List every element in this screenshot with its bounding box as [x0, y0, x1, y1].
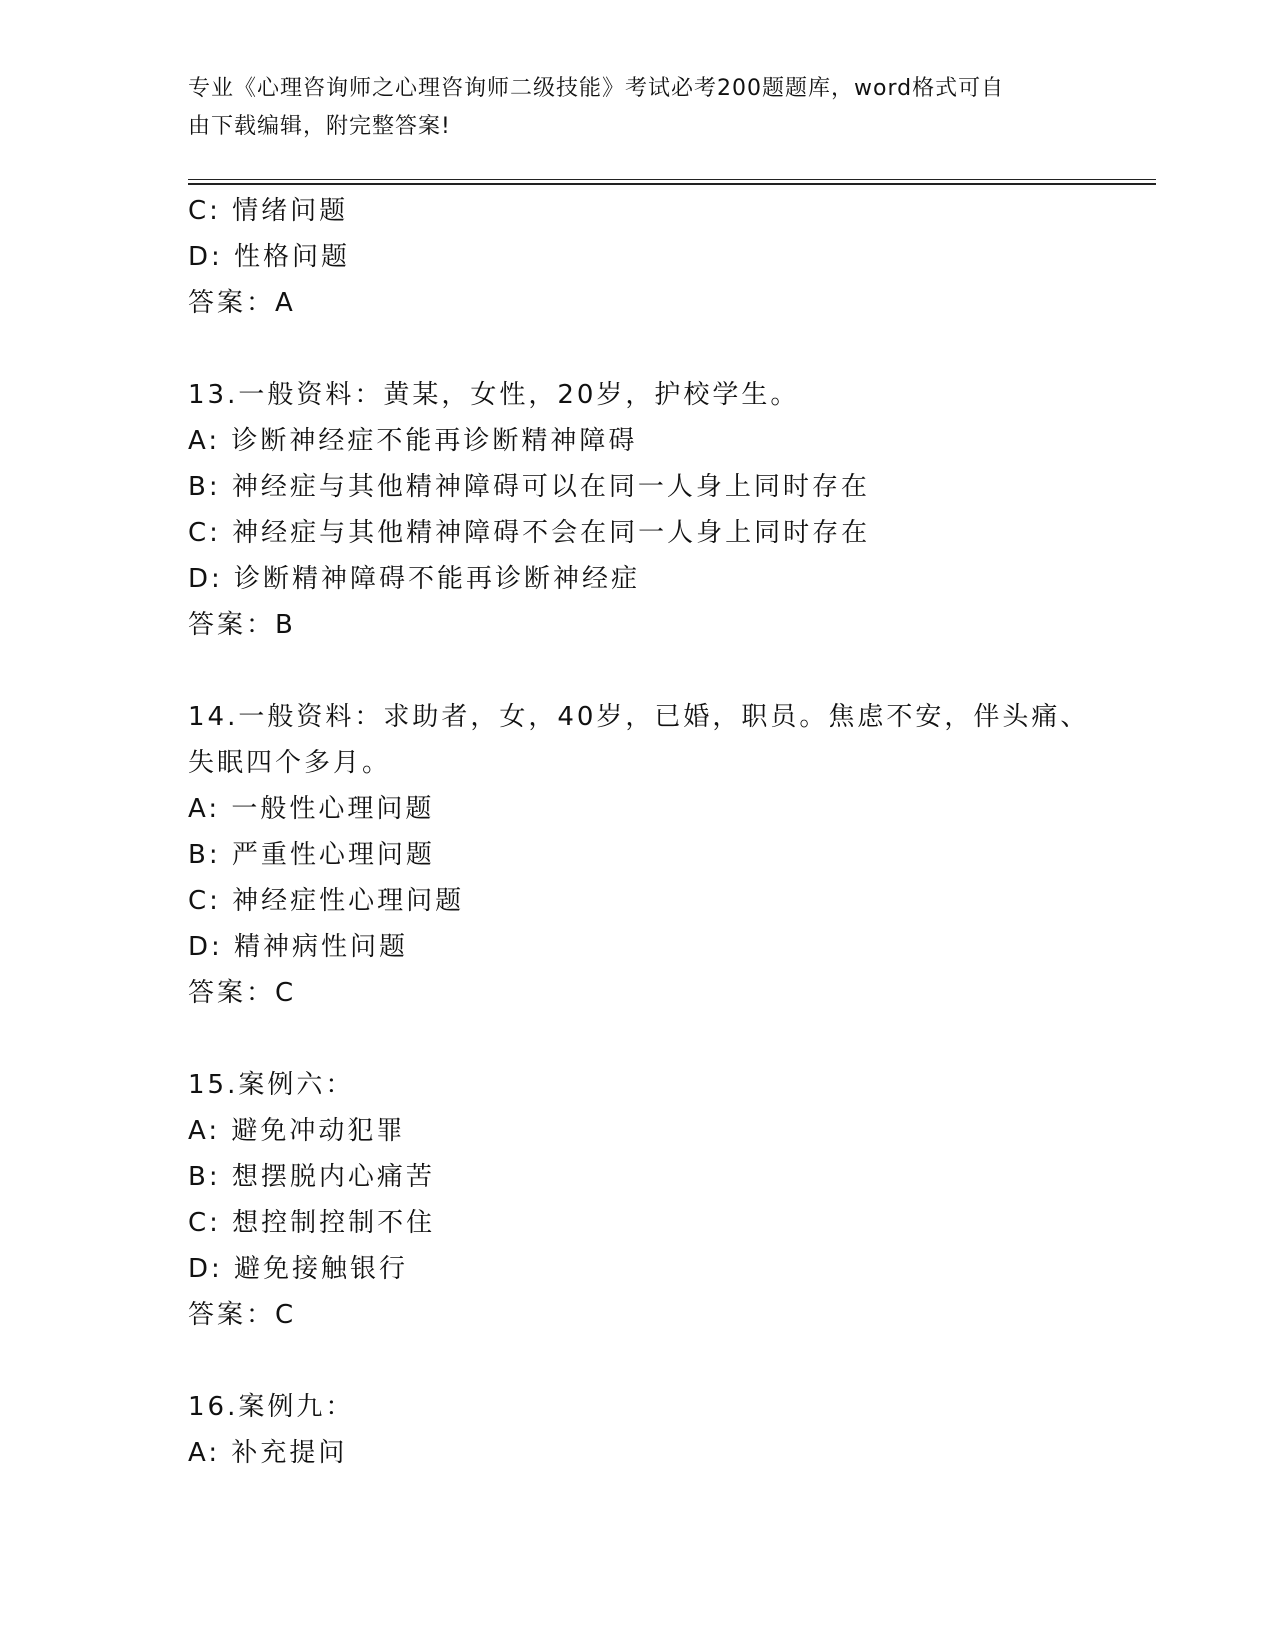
question-14-answer: 答案：C	[188, 978, 297, 1008]
question-13-answer: 答案：B	[188, 610, 296, 640]
header-divider-thick	[188, 183, 1156, 185]
question-content	[188, 188, 1088, 1476]
question-13-option-d: D: 诊断精神障碍不能再诊断神经症	[188, 564, 641, 594]
header-divider-thin	[188, 179, 1156, 180]
question-16-option-a: A: 补充提问	[188, 1438, 348, 1468]
option-d: D: 性格问题	[188, 242, 351, 272]
spacer	[188, 1338, 1088, 1384]
header-line-2: 由下载编辑，附完整答案!	[188, 114, 451, 139]
question-14-option-a: A: 一般性心理问题	[188, 794, 435, 824]
spacer	[188, 648, 1088, 694]
question-15-answer: 答案：C	[188, 1300, 297, 1330]
question-15-option-b: B: 想摆脱内心痛苦	[188, 1162, 435, 1192]
question-14-stem-line-1: 14.一般资料：求助者，女，40岁，已婚，职员。焦虑不安，伴头痛、	[188, 702, 1090, 732]
question-14-option-c: C: 神经症性心理问题	[188, 886, 465, 916]
question-14-option-d: D: 精神病性问题	[188, 932, 409, 962]
document-header	[188, 70, 1088, 146]
question-14-option-b: B: 严重性心理问题	[188, 840, 435, 870]
question-15-option-c: C: 想控制控制不住	[188, 1208, 436, 1238]
question-14-stem-line-2: 失眠四个多月。	[188, 748, 392, 778]
question-13-option-b: B: 神经症与其他精神障碍可以在同一人身上同时存在	[188, 472, 870, 502]
option-c: C: 情绪问题	[188, 196, 349, 226]
question-13-option-c: C: 神经症与其他精神障碍不会在同一人身上同时存在	[188, 518, 871, 548]
question-16-stem: 16.案例九：	[188, 1392, 355, 1422]
question-15-option-a: A: 避免冲动犯罪	[188, 1116, 406, 1146]
answer-line: 答案：A	[188, 288, 296, 318]
question-15-option-d: D: 避免接触银行	[188, 1254, 409, 1284]
header-line-1: 专业《心理咨询师之心理咨询师二级技能》考试必考200题题库，word格式可自	[188, 76, 1005, 101]
question-13-option-a: A: 诊断神经症不能再诊断精神障碍	[188, 426, 638, 456]
spacer	[188, 1016, 1088, 1062]
spacer	[188, 326, 1088, 372]
question-15-stem: 15.案例六：	[188, 1070, 355, 1100]
question-13-stem: 13.一般资料：黄某，女性，20岁，护校学生。	[188, 380, 800, 410]
